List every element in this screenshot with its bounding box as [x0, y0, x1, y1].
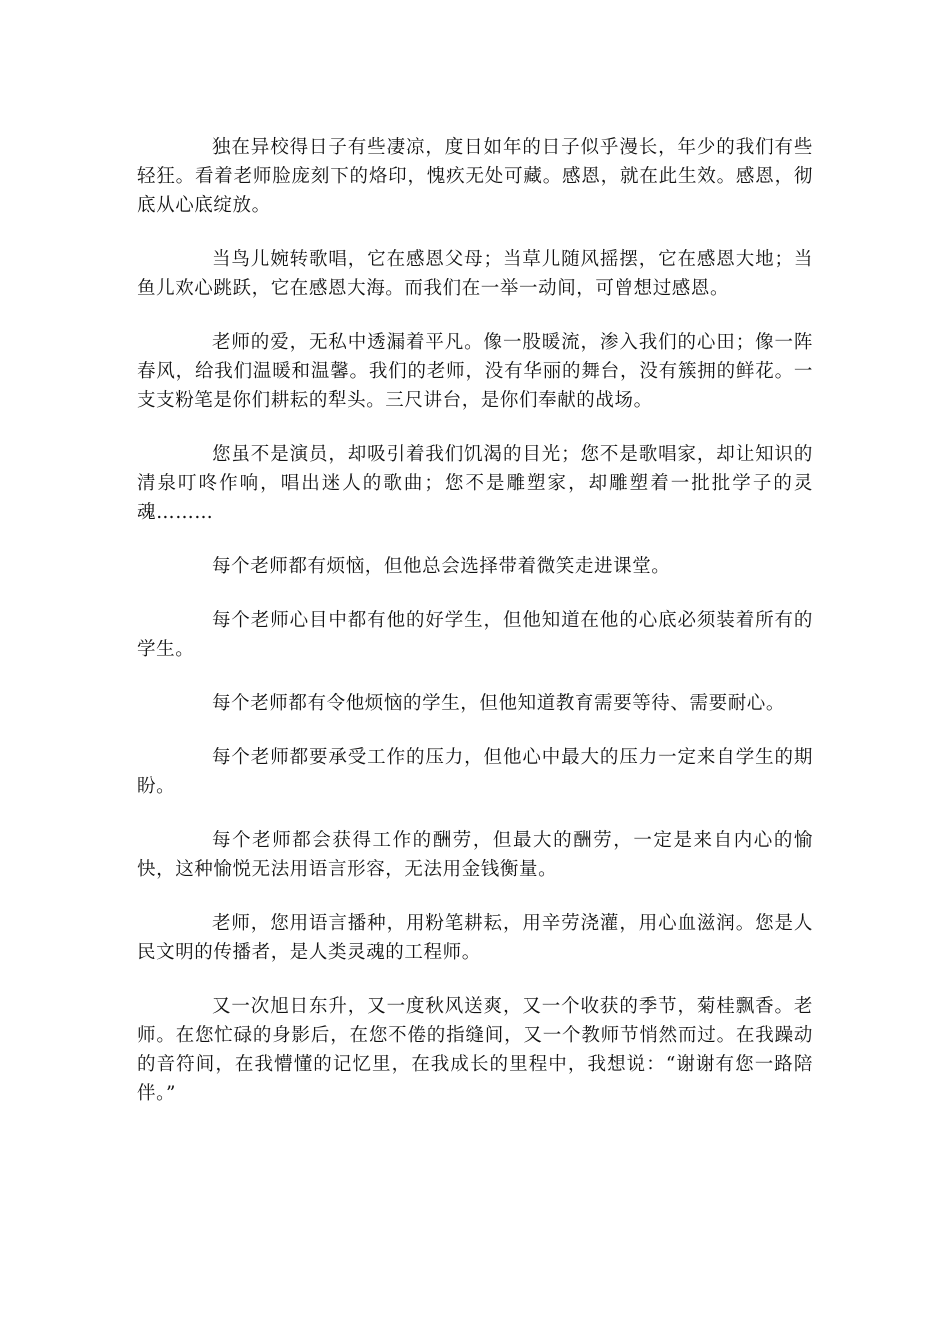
paragraph: 每个老师都有烦恼，但他总会选择带着微笑走进课堂。 [212, 556, 671, 577]
paragraph: 您虽不是演员，却吸引着我们饥渴的目光；您不是歌唱家，却让知识的清泉叮咚作响，唱出迷人的歌曲；您不是雕塑家，却雕塑着一批批学子的灵魂……… [137, 444, 813, 523]
paragraph: 每个老师都有令他烦恼的学生，但他知道教育需要等待、需要耐心。 [212, 693, 786, 714]
paragraph: 每个老师都会获得工作的酬劳，但最大的酬劳，一定是来自内心的愉快，这种愉悦无法用语言形容，无法用金钱衡量。 [137, 830, 813, 880]
paragraph: 当鸟儿婉转歌唱，它在感恩父母；当草儿随风摇摆，它在感恩大地；当鱼儿欢心跳跃，它在感恩大海。而我们在一举一动间，可曾想过感恩。 [137, 249, 813, 299]
paragraph: 每个老师心目中都有他的好学生，但他知道在他的心底必须装着所有的学生。 [137, 610, 813, 660]
document-body [137, 133, 813, 1133]
paragraph: 又一次旭日东升，又一度秋风送爽，又一个收获的季节，菊桂飘香。老师。在您忙碌的身影后，在您不倦的指缝间，又一个教师节悄然而过。在我躁动的音符间，在我懵懂的记忆里，在我成长的里程中，我想说：“谢谢有您一路陪伴。” [137, 996, 813, 1104]
paragraph: 老师，您用语言播种，用粉笔耕耘，用辛劳浇灌，用心血滋润。您是人民文明的传播者，是人类灵魂的工程师。 [137, 913, 813, 963]
paragraph: 独在异校得日子有些凄凉，度日如年的日子似乎漫长，年少的我们有些轻狂。看着老师脸庞刻下的烙印，愧疚无处可藏。感恩，就在此生效。感恩，彻底从心底绽放。 [137, 137, 813, 216]
paragraph: 老师的爱，无私中透漏着平凡。像一股暖流，渗入我们的心田；像一阵春风，给我们温暖和温馨。我们的老师，没有华丽的舞台，没有簇拥的鲜花。一支支粉笔是你们耕耘的犁头。三尺讲台，是你们奉献的战场。 [137, 332, 813, 411]
paragraph: 每个老师都要承受工作的压力，但他心中最大的压力一定来自学生的期盼。 [137, 747, 813, 797]
